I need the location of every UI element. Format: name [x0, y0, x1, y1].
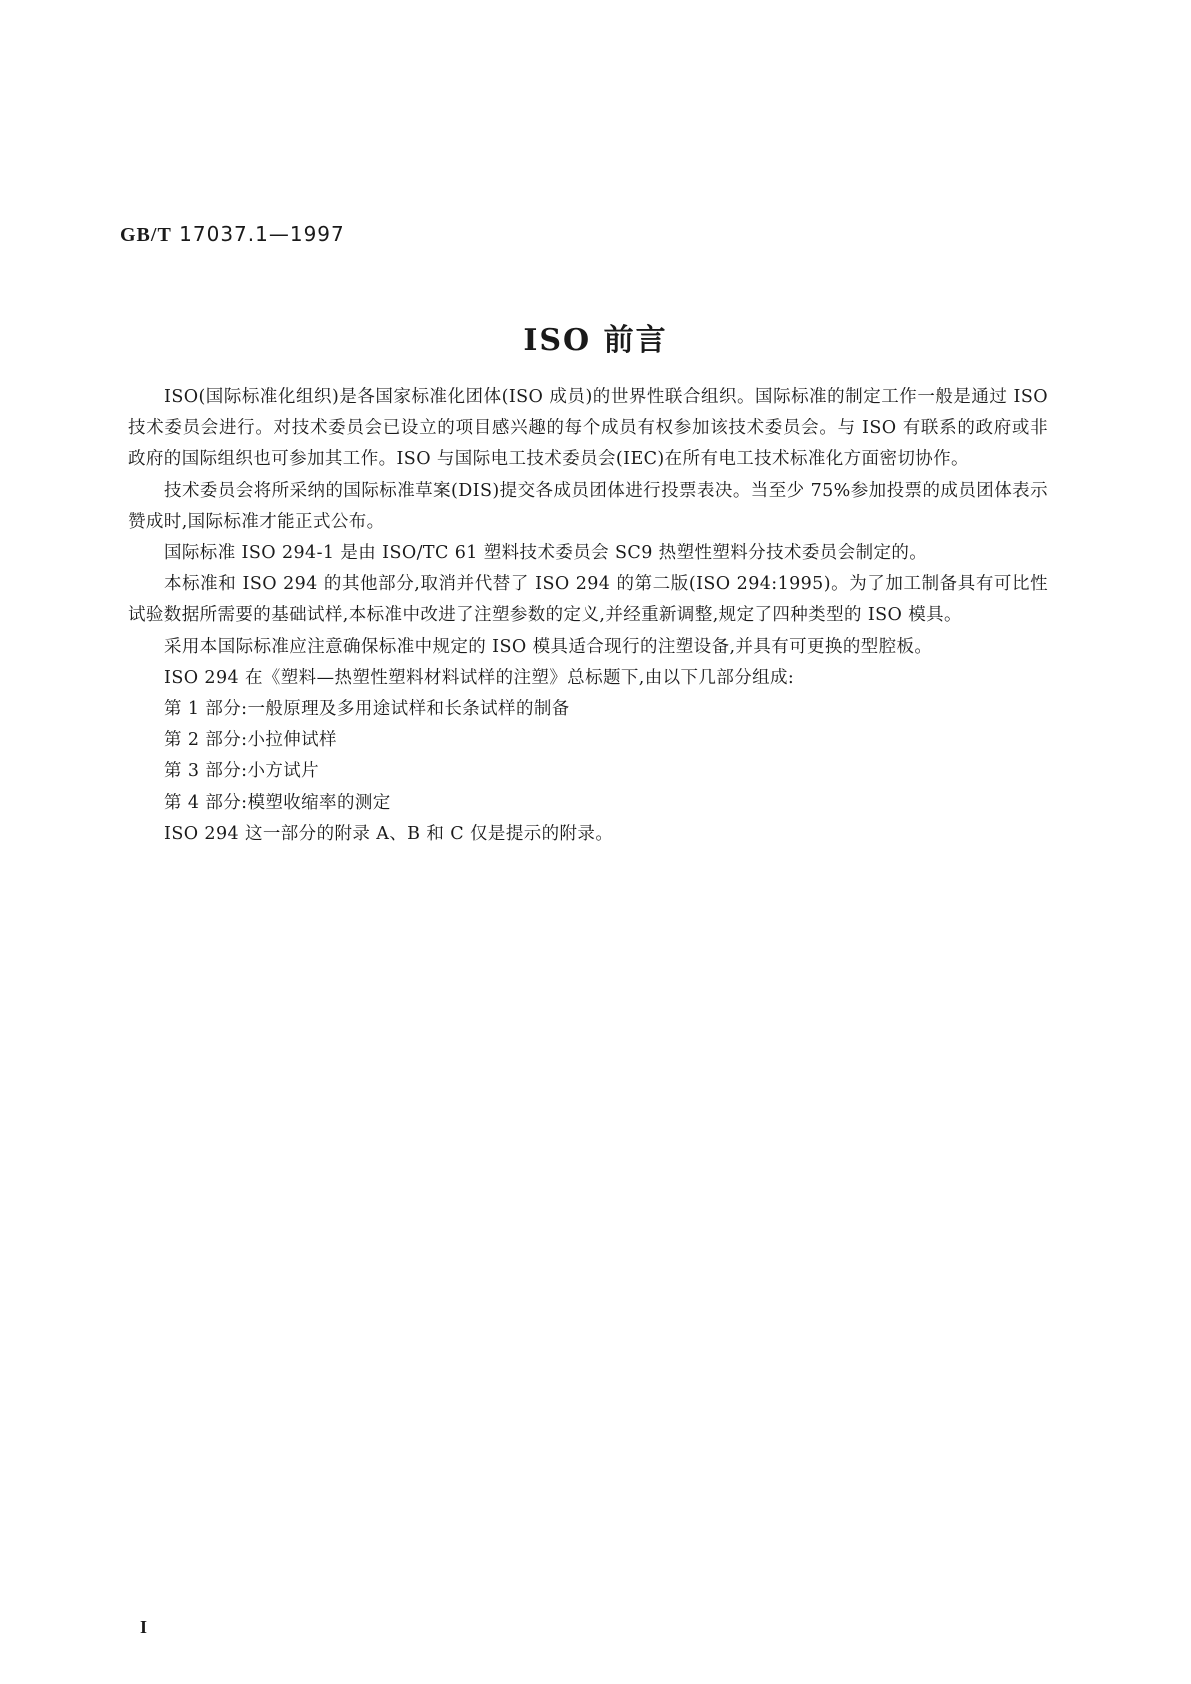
- page-number: I: [140, 1617, 148, 1637]
- list-item-part-1: 第 1 部分:一般原理及多用途试样和长条试样的制备: [164, 699, 570, 720]
- paragraph-annex-note: ISO 294 这一部分的附录 A、B 和 C 仅是提示的附录。: [164, 823, 614, 844]
- paragraph-voting: 技术委员会将所采纳的国际标准草案(DIS)提交各成员团体进行投票表决。当至少 75%参加投票的成员团体表示赞成时,国际标准才能正式公布。: [128, 480, 1048, 532]
- paragraph-replaces: 本标准和 ISO 294 的其他部分,取消并代替了 ISO 294 的第二版(ISO 294:1995)。为了加工制备具有可比性试验数据所需要的基础试样,本标准中改进了注塑参数的定义,并经重新调整,规定了四种类型的 ISO 模具。: [128, 574, 1048, 626]
- list-item-part-3: 第 3 部分:小方试片: [164, 761, 320, 782]
- list-item-part-2: 第 2 部分:小拉伸试样: [164, 730, 337, 751]
- paragraph-prepared-by: 国际标准 ISO 294-1 是由 ISO/TC 61 塑料技术委员会 SC9 热塑性塑料分技术委员会制定的。: [164, 543, 928, 564]
- paragraph-attention: 采用本国际标准应注意确保标准中规定的 ISO 模具适合现行的注塑设备,并具有可更换的型腔板。: [164, 636, 933, 657]
- paragraph-parts-intro: ISO 294 在《塑料—热塑性塑料材料试样的注塑》总标题下,由以下几部分组成:: [164, 667, 795, 688]
- paragraph-iso-intro: ISO(国际标准化组织)是各国家标准化团体(ISO 成员)的世界性联合组织。国际标准的制定工作一般是通过 ISO 技术委员会进行。对技术委员会已设立的项目感兴趣的每个成员有权参加该技术委员会。与 ISO 有联系的政府或非政府的国际组织也可参加其工作。ISO 与国际电工技术委员会(IEC)在所有电工技术标准化方面密切协作。: [128, 387, 1048, 470]
- page-title: ISO 前言: [523, 323, 668, 358]
- document-body: [128, 382, 1048, 850]
- standard-code: [120, 222, 345, 247]
- list-item-part-4: 第 4 部分:模塑收缩率的测定: [164, 792, 391, 813]
- standard-code-prefix: GB/T: [120, 224, 172, 246]
- standard-code-number: 17037.1—1997: [179, 222, 345, 246]
